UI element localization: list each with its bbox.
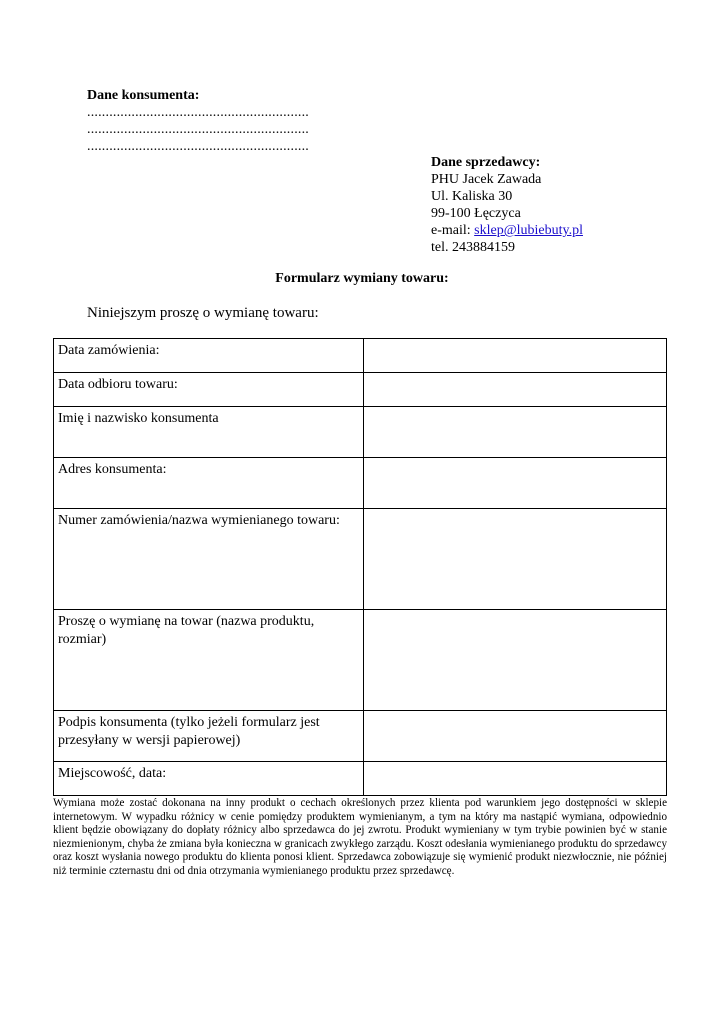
- form-row: [54, 407, 667, 458]
- consumer-name-field[interactable]: [364, 407, 667, 458]
- replacement-product-field[interactable]: [364, 610, 667, 711]
- seller-section: [431, 154, 583, 256]
- seller-street: Ul. Kaliska 30: [431, 189, 513, 204]
- exchange-terms-note: Wymiana może zostać dokonana na inny produkt o cechach określonych przez klienta pod warunkiem jego dostępności w sklepie internetowym. W wypadku różnicy w cenie pomiędzy produktem wymienianym, a tym na który ma nastąpić wymiana, odpowiednio klient będzie obowiązany do dopłaty różnicy albo sprzedawca do jej zwrotu. Produkt wymieniany w tym trybie powinien być w stanie niezmienionym, chyba że zmiana była konieczna w granicach zwykłego zarządu. Koszt odesłania wymienianego produktu do sprzedawcy oraz koszt wysłania nowego produktu do klienta ponosi klient. Sprzedawca zobowiązuje się wymienić produkt niezwłocznie, nie później niż terminie czternastu dni od dnia otrzymania wymienianego produktu przez sprzedawcę.: [53, 797, 667, 877]
- seller-name: PHU Jacek Zawada: [431, 172, 542, 187]
- consumer-blank-line-3: ............................................................: [87, 139, 309, 154]
- seller-email-link[interactable]: sklep@lubiebuty.pl: [474, 223, 583, 238]
- form-title: Formularz wymiany towaru:: [275, 271, 449, 286]
- consumer-heading: Dane konsumenta:: [87, 88, 200, 103]
- form-intro: Niniejszym proszę o wymianę towaru:: [87, 305, 319, 321]
- form-row: [54, 458, 667, 509]
- consumer-address-label: Adres konsumenta:: [54, 458, 364, 509]
- receipt-date-label: Data odbioru towaru:: [54, 373, 364, 407]
- consumer-address-field[interactable]: [364, 458, 667, 509]
- signature-label: Podpis konsumenta (tylko jeżeli formularz jest przesyłany w wersji papierowej): [54, 711, 364, 762]
- seller-heading: Dane sprzedawcy:: [431, 155, 541, 170]
- form-row: [54, 610, 667, 711]
- form-row: [54, 762, 667, 796]
- form-row: [54, 509, 667, 610]
- seller-phone: tel. 243884159: [431, 240, 515, 255]
- consumer-blank-line-2: ............................................................: [87, 122, 309, 137]
- consumer-section: [87, 87, 309, 155]
- order-date-label: Data zamówienia:: [54, 339, 364, 373]
- signature-field[interactable]: [364, 711, 667, 762]
- place-date-label: Miejscowość, data:: [54, 762, 364, 796]
- seller-city: 99-100 Łęczyca: [431, 206, 521, 221]
- consumer-name-label: Imię i nazwisko konsumenta: [54, 407, 364, 458]
- replacement-product-label: Proszę o wymianę na towar (nazwa produktu, rozmiar): [54, 610, 364, 711]
- order-number-label: Numer zamówienia/nazwa wymienianego towaru:: [54, 509, 364, 610]
- receipt-date-field[interactable]: [364, 373, 667, 407]
- seller-email-line: [431, 222, 583, 239]
- form-row: [54, 373, 667, 407]
- exchange-form-table: [53, 338, 667, 796]
- form-row: [54, 339, 667, 373]
- place-date-field[interactable]: [364, 762, 667, 796]
- form-row: [54, 711, 667, 762]
- order-number-field[interactable]: [364, 509, 667, 610]
- seller-email-label: e-mail:: [431, 223, 475, 238]
- consumer-blank-line-1: ............................................................: [87, 105, 309, 120]
- order-date-field[interactable]: [364, 339, 667, 373]
